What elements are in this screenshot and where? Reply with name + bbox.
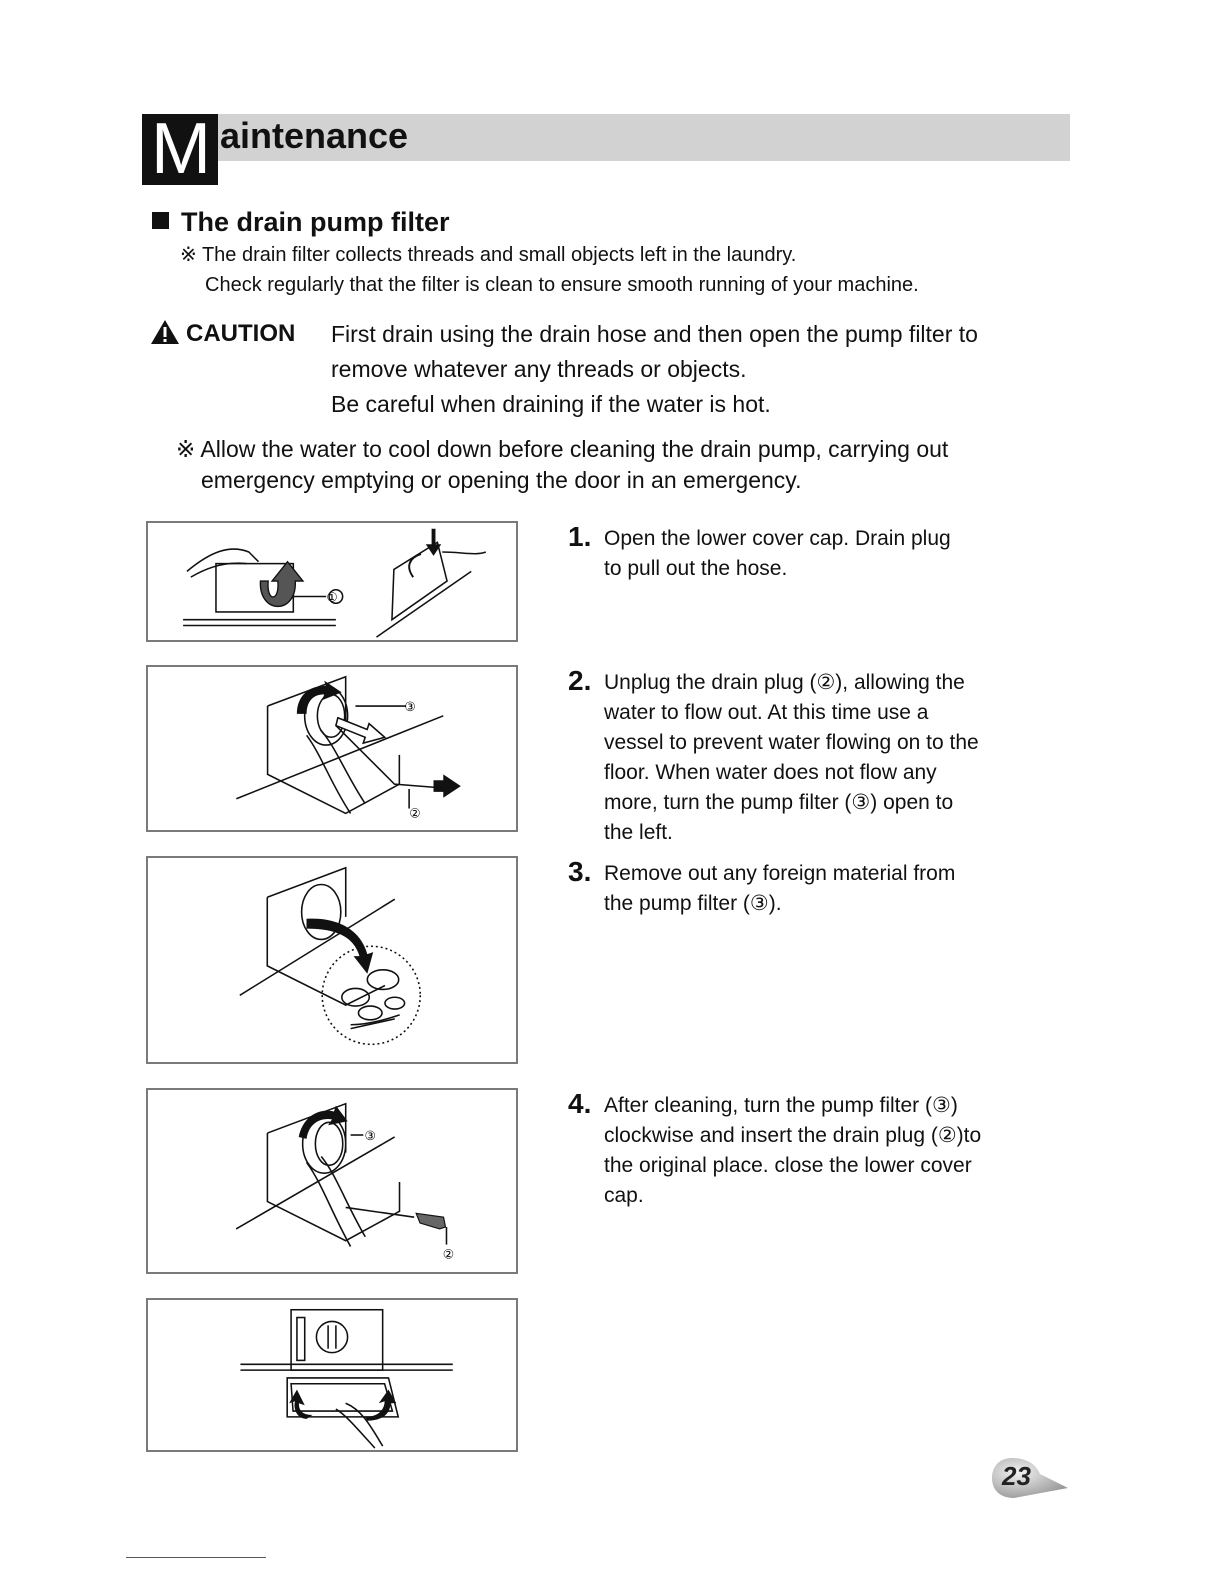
figure-reinsert-filter <box>146 1088 518 1274</box>
callout-1: ① <box>326 589 338 605</box>
square-bullet-icon <box>152 212 169 229</box>
figure-unplug-drain <box>146 665 518 832</box>
caution-line-2: remove whatever any threads or objects. <box>331 356 747 382</box>
footer-divider <box>126 1557 266 1558</box>
figure-open-cover <box>146 521 518 642</box>
warning-icon <box>150 319 180 345</box>
step-4-text: After cleaning, turn the pump filter (③) clockwise and insert the drain plug (②)to the original place. close the lower cover cap. <box>604 1094 982 1207</box>
step-3-text: Remove out any foreign material from the pump filter (③). <box>604 862 956 915</box>
figure-remove-material <box>146 856 518 1064</box>
step-4-number: 4. <box>568 1088 592 1119</box>
remove-material-illustration <box>148 858 516 1062</box>
step-3-number: 3. <box>568 856 592 887</box>
note-line-2: emergency emptying or opening the door in an emergency. <box>201 467 802 493</box>
open-cover-illustration <box>148 523 516 640</box>
section-title <box>152 205 450 239</box>
callout-3: ③ <box>404 698 416 714</box>
close-cover-illustration <box>148 1300 516 1450</box>
caution-line-3: Be careful when draining if the water is hot. <box>331 391 771 417</box>
callout-3-fig4: ③ <box>364 1127 376 1143</box>
caution-label <box>150 318 295 350</box>
header-title: aintenance <box>220 115 409 156</box>
step-1-text: Open the lower cover cap. Drain plug to pull out the hose. <box>604 527 951 580</box>
callout-2: ② <box>409 805 421 821</box>
intro-line-1: ※ The drain filter collects threads and small objects left in the laundry. <box>180 244 797 266</box>
intro-line-2: Check regularly that the filter is clean to ensure smooth running of your machine. <box>205 274 919 296</box>
step-1-number: 1. <box>568 521 592 552</box>
section-title-text: The drain pump filter <box>181 207 450 237</box>
step-2-number: 2. <box>568 665 592 696</box>
caution-line-1: First drain using the drain hose and then open the pump filter to <box>331 321 978 347</box>
figure-close-cover <box>146 1298 518 1452</box>
caution-label-text: CAUTION <box>186 320 296 347</box>
callout-2-fig4: ② <box>442 1246 455 1262</box>
page-number: 23 <box>1002 1461 1031 1491</box>
unplug-drain-illustration <box>148 667 516 830</box>
header-initial: M <box>142 114 218 185</box>
note-line-1: ※ Allow the water to cool down before cleaning the drain pump, carrying out <box>176 436 949 462</box>
reinsert-filter-illustration <box>148 1090 516 1272</box>
step-2-text: Unplug the drain plug (②), allowing the water to flow out. At this time use a vessel to prevent water flowing on to the floor. When water does not flow any more, turn the pump filter (③) open to the left. <box>604 671 979 844</box>
